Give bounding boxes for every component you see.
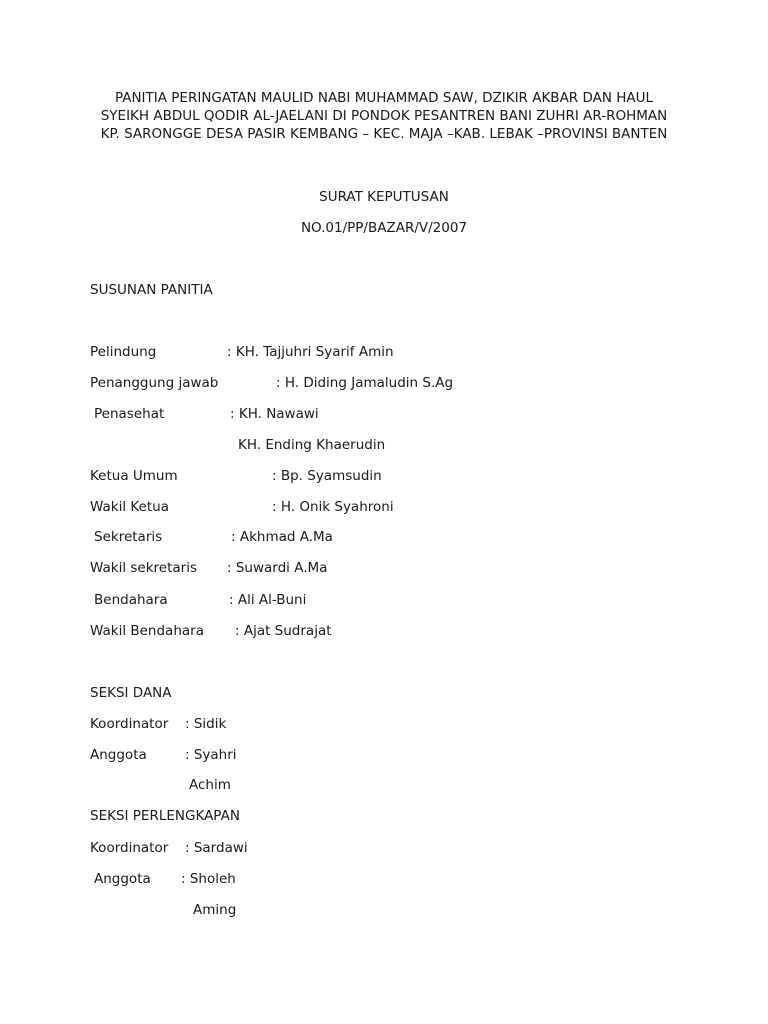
- seksi-dana-value: Achim: [189, 777, 231, 793]
- committee-label: Pelindung: [90, 344, 157, 360]
- committee-label: Wakil Bendahara: [90, 623, 204, 639]
- committee-label: Wakil sekretaris: [90, 560, 197, 576]
- committee-value: : Akhmad A.Ma: [231, 529, 333, 545]
- committee-label: Bendahara: [94, 592, 168, 608]
- committee-label: Sekretaris: [94, 529, 163, 545]
- committee-value: : Suwardi A.Ma: [227, 560, 328, 576]
- committee-value: : KH. Nawawi: [230, 406, 319, 422]
- committee-value: : H. Onik Syahroni: [272, 499, 394, 515]
- seksi-dana-label: Koordinator: [90, 716, 169, 732]
- seksi-perlengkapan-label: Koordinator: [90, 840, 169, 856]
- seksi-perlengkapan-heading: SEKSI PERLENGKAPAN: [90, 808, 240, 824]
- header-line-2: SYEIKH ABDUL QODIR AL-JAELANI DI PONDOK PESANTREN BANI ZUHRI AR-ROHMAN: [100, 108, 668, 124]
- committee-value: KH. Ending Khaerudin: [238, 437, 386, 453]
- committee-value: : KH. Tajjuhri Syarif Amin: [227, 344, 394, 360]
- committee-value: : Ali Al-Buni: [229, 592, 307, 608]
- committee-label: Penasehat: [94, 406, 165, 422]
- seksi-dana-heading: SEKSI DANA: [90, 685, 172, 701]
- committee-label: Penanggung jawab: [90, 375, 219, 391]
- header-line-3: KP. SARONGGE DESA PASIR KEMBANG – KEC. MAJA –KAB. LEBAK –PROVINSI BANTEN: [100, 126, 668, 142]
- committee-label: Ketua Umum: [90, 468, 178, 484]
- seksi-perlengkapan-label: Anggota: [94, 871, 151, 887]
- seksi-perlengkapan-value: : Sardawi: [185, 840, 248, 856]
- seksi-perlengkapan-value: Aming: [193, 902, 237, 918]
- decree-title: SURAT KEPUTUSAN: [319, 189, 449, 205]
- header-line-1: PANITIA PERINGATAN MAULID NABI MUHAMMAD SAW, DZIKIR AKBAR DAN HAUL: [114, 90, 654, 106]
- seksi-dana-label: Anggota: [90, 747, 147, 763]
- committee-value: : Ajat Sudrajat: [235, 623, 332, 639]
- committee-value: : H. Diding Jamaludin S.Ag: [276, 375, 454, 391]
- decree-number: NO.01/PP/BAZAR/V/2007: [300, 220, 468, 236]
- seksi-dana-value: : Syahri: [185, 747, 237, 763]
- seksi-dana-value: : Sidik: [185, 716, 227, 732]
- committee-value: : Bp. Syamsudin: [272, 468, 382, 484]
- committee-label: Wakil Ketua: [90, 499, 169, 515]
- committee-heading: SUSUNAN PANITIA: [90, 282, 213, 298]
- seksi-perlengkapan-value: : Sholeh: [181, 871, 236, 887]
